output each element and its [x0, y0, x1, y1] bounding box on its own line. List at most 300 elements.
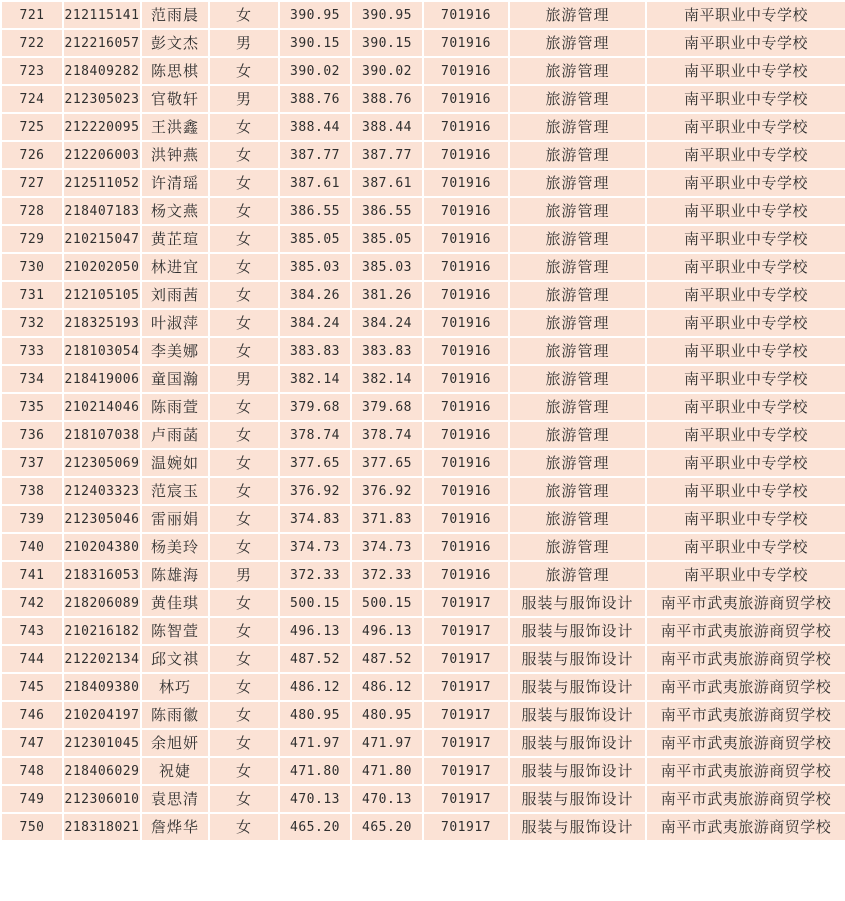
cell-student-name: 雷丽娟: [141, 505, 209, 533]
cell-gender: 女: [209, 197, 279, 225]
cell-major: 旅游管理: [509, 477, 646, 505]
cell-row-number: 750: [1, 813, 63, 841]
cell-student-name: 余旭妍: [141, 729, 209, 757]
cell-school-code: 701917: [423, 701, 509, 729]
cell-gender: 女: [209, 701, 279, 729]
cell-school-name: 南平职业中专学校: [646, 113, 845, 141]
cell-school-name: 南平市武夷旅游商贸学校: [646, 785, 845, 813]
cell-row-number: 738: [1, 477, 63, 505]
cell-major: 服装与服饰设计: [509, 757, 646, 785]
cell-student-name: 卢雨菡: [141, 421, 209, 449]
cell-score-1: 496.13: [279, 617, 351, 645]
cell-score-1: 384.26: [279, 281, 351, 309]
cell-school-name: 南平职业中专学校: [646, 337, 845, 365]
cell-score-1: 486.12: [279, 673, 351, 701]
cell-row-number: 741: [1, 561, 63, 589]
table-row: [1, 225, 845, 253]
table-row: [1, 113, 845, 141]
cell-score-1: 390.15: [279, 29, 351, 57]
cell-row-number: 747: [1, 729, 63, 757]
cell-major: 服装与服饰设计: [509, 729, 646, 757]
table-row: [1, 421, 845, 449]
cell-school-name: 南平职业中专学校: [646, 141, 845, 169]
cell-score-2: 487.52: [351, 645, 423, 673]
cell-row-number: 743: [1, 617, 63, 645]
table-row: [1, 757, 845, 785]
table-row: [1, 309, 845, 337]
cell-exam-id: 210214046: [63, 393, 141, 421]
cell-school-name: 南平职业中专学校: [646, 253, 845, 281]
cell-school-code: 701916: [423, 309, 509, 337]
cell-student-name: 王洪鑫: [141, 113, 209, 141]
cell-exam-id: 212202134: [63, 645, 141, 673]
table-row: [1, 477, 845, 505]
cell-major: 旅游管理: [509, 1, 646, 29]
cell-gender: 女: [209, 337, 279, 365]
cell-student-name: 杨文燕: [141, 197, 209, 225]
cell-major: 旅游管理: [509, 225, 646, 253]
cell-exam-id: 210216182: [63, 617, 141, 645]
cell-score-2: 390.02: [351, 57, 423, 85]
cell-gender: 女: [209, 253, 279, 281]
cell-exam-id: 218419006: [63, 365, 141, 393]
cell-score-2: 390.95: [351, 1, 423, 29]
cell-major: 旅游管理: [509, 197, 646, 225]
cell-student-name: 陈智萱: [141, 617, 209, 645]
cell-gender: 男: [209, 29, 279, 57]
cell-row-number: 722: [1, 29, 63, 57]
cell-gender: 女: [209, 533, 279, 561]
table-row: [1, 645, 845, 673]
cell-score-1: 374.83: [279, 505, 351, 533]
table-row: [1, 729, 845, 757]
cell-school-name: 南平市武夷旅游商贸学校: [646, 589, 845, 617]
cell-exam-id: 212301045: [63, 729, 141, 757]
cell-school-name: 南平职业中专学校: [646, 29, 845, 57]
cell-major: 服装与服饰设计: [509, 617, 646, 645]
table-row: [1, 701, 845, 729]
cell-row-number: 728: [1, 197, 63, 225]
cell-school-code: 701916: [423, 561, 509, 589]
cell-row-number: 731: [1, 281, 63, 309]
cell-exam-id: 218316053: [63, 561, 141, 589]
cell-score-1: 379.68: [279, 393, 351, 421]
cell-school-code: 701917: [423, 757, 509, 785]
cell-score-1: 385.03: [279, 253, 351, 281]
cell-gender: 女: [209, 673, 279, 701]
cell-major: 旅游管理: [509, 421, 646, 449]
cell-row-number: 734: [1, 365, 63, 393]
cell-school-code: 701916: [423, 29, 509, 57]
cell-gender: 女: [209, 589, 279, 617]
cell-score-2: 385.03: [351, 253, 423, 281]
cell-gender: 女: [209, 141, 279, 169]
cell-school-name: 南平职业中专学校: [646, 197, 845, 225]
cell-school-name: 南平市武夷旅游商贸学校: [646, 673, 845, 701]
cell-score-2: 386.55: [351, 197, 423, 225]
cell-score-1: 384.24: [279, 309, 351, 337]
cell-exam-id: 212403323: [63, 477, 141, 505]
cell-row-number: 721: [1, 1, 63, 29]
cell-score-2: 387.61: [351, 169, 423, 197]
cell-score-2: 465.20: [351, 813, 423, 841]
cell-exam-id: 212216057: [63, 29, 141, 57]
cell-school-name: 南平职业中专学校: [646, 365, 845, 393]
cell-major: 服装与服饰设计: [509, 673, 646, 701]
table-row: [1, 673, 845, 701]
cell-score-2: 378.74: [351, 421, 423, 449]
cell-school-name: 南平职业中专学校: [646, 169, 845, 197]
cell-school-code: 701916: [423, 505, 509, 533]
table-row: [1, 337, 845, 365]
cell-exam-id: 212305069: [63, 449, 141, 477]
cell-school-name: 南平职业中专学校: [646, 505, 845, 533]
cell-student-name: 童国瀚: [141, 365, 209, 393]
cell-major: 旅游管理: [509, 253, 646, 281]
cell-score-1: 382.14: [279, 365, 351, 393]
cell-student-name: 官敬轩: [141, 85, 209, 113]
cell-student-name: 林巧: [141, 673, 209, 701]
cell-student-name: 温婉如: [141, 449, 209, 477]
cell-row-number: 732: [1, 309, 63, 337]
cell-major: 旅游管理: [509, 85, 646, 113]
cell-score-1: 372.33: [279, 561, 351, 589]
cell-score-1: 385.05: [279, 225, 351, 253]
cell-score-2: 371.83: [351, 505, 423, 533]
table-row: [1, 141, 845, 169]
table-row: [1, 169, 845, 197]
cell-row-number: 723: [1, 57, 63, 85]
cell-gender: 女: [209, 225, 279, 253]
cell-score-1: 378.74: [279, 421, 351, 449]
cell-student-name: 陈雄海: [141, 561, 209, 589]
cell-major: 旅游管理: [509, 281, 646, 309]
cell-score-2: 471.80: [351, 757, 423, 785]
cell-school-code: 701916: [423, 169, 509, 197]
cell-score-2: 500.15: [351, 589, 423, 617]
cell-major: 旅游管理: [509, 141, 646, 169]
cell-exam-id: 212206003: [63, 141, 141, 169]
cell-major: 旅游管理: [509, 57, 646, 85]
cell-row-number: 733: [1, 337, 63, 365]
cell-exam-id: 218206089: [63, 589, 141, 617]
table-row: [1, 1, 845, 29]
cell-score-2: 376.92: [351, 477, 423, 505]
table-row: [1, 533, 845, 561]
cell-major: 旅游管理: [509, 169, 646, 197]
cell-school-name: 南平市武夷旅游商贸学校: [646, 813, 845, 841]
cell-score-2: 374.73: [351, 533, 423, 561]
cell-student-name: 祝婕: [141, 757, 209, 785]
cell-school-code: 701916: [423, 197, 509, 225]
cell-school-code: 701917: [423, 785, 509, 813]
cell-school-name: 南平市武夷旅游商贸学校: [646, 617, 845, 645]
table-body: [1, 1, 845, 841]
cell-school-code: 701916: [423, 225, 509, 253]
cell-row-number: 740: [1, 533, 63, 561]
cell-score-1: 387.77: [279, 141, 351, 169]
cell-gender: 女: [209, 449, 279, 477]
cell-score-2: 381.26: [351, 281, 423, 309]
cell-score-1: 376.92: [279, 477, 351, 505]
cell-school-name: 南平职业中专学校: [646, 1, 845, 29]
cell-row-number: 749: [1, 785, 63, 813]
cell-score-1: 374.73: [279, 533, 351, 561]
cell-school-code: 701917: [423, 617, 509, 645]
cell-score-1: 487.52: [279, 645, 351, 673]
cell-major: 旅游管理: [509, 337, 646, 365]
cell-school-name: 南平职业中专学校: [646, 57, 845, 85]
cell-school-code: 701917: [423, 729, 509, 757]
cell-gender: 女: [209, 813, 279, 841]
cell-gender: 女: [209, 757, 279, 785]
cell-school-name: 南平职业中专学校: [646, 533, 845, 561]
cell-row-number: 736: [1, 421, 63, 449]
cell-school-code: 701917: [423, 813, 509, 841]
cell-score-2: 377.65: [351, 449, 423, 477]
cell-row-number: 735: [1, 393, 63, 421]
cell-school-code: 701917: [423, 673, 509, 701]
cell-row-number: 737: [1, 449, 63, 477]
cell-score-2: 470.13: [351, 785, 423, 813]
cell-student-name: 李美娜: [141, 337, 209, 365]
cell-row-number: 729: [1, 225, 63, 253]
cell-student-name: 陈雨徽: [141, 701, 209, 729]
cell-gender: 女: [209, 729, 279, 757]
cell-row-number: 727: [1, 169, 63, 197]
cell-row-number: 746: [1, 701, 63, 729]
cell-student-name: 袁思清: [141, 785, 209, 813]
cell-school-name: 南平市武夷旅游商贸学校: [646, 729, 845, 757]
cell-score-1: 386.55: [279, 197, 351, 225]
cell-score-1: 390.95: [279, 1, 351, 29]
cell-exam-id: 218107038: [63, 421, 141, 449]
cell-student-name: 杨美玲: [141, 533, 209, 561]
cell-row-number: 739: [1, 505, 63, 533]
cell-student-name: 许清瑶: [141, 169, 209, 197]
cell-school-name: 南平职业中专学校: [646, 225, 845, 253]
cell-exam-id: 210215047: [63, 225, 141, 253]
cell-school-code: 701916: [423, 365, 509, 393]
cell-exam-id: 212105105: [63, 281, 141, 309]
cell-gender: 女: [209, 281, 279, 309]
cell-major: 服装与服饰设计: [509, 645, 646, 673]
cell-score-2: 384.24: [351, 309, 423, 337]
table-row: [1, 393, 845, 421]
cell-row-number: 726: [1, 141, 63, 169]
cell-school-code: 701916: [423, 533, 509, 561]
cell-score-1: 465.20: [279, 813, 351, 841]
cell-exam-id: 218318021: [63, 813, 141, 841]
cell-major: 旅游管理: [509, 533, 646, 561]
cell-school-code: 701916: [423, 449, 509, 477]
cell-school-name: 南平职业中专学校: [646, 477, 845, 505]
table-row: [1, 85, 845, 113]
cell-score-1: 388.44: [279, 113, 351, 141]
cell-row-number: 725: [1, 113, 63, 141]
cell-row-number: 724: [1, 85, 63, 113]
cell-major: 旅游管理: [509, 29, 646, 57]
cell-gender: 女: [209, 645, 279, 673]
cell-score-2: 480.95: [351, 701, 423, 729]
cell-school-name: 南平职业中专学校: [646, 85, 845, 113]
cell-major: 旅游管理: [509, 449, 646, 477]
table-row: [1, 449, 845, 477]
cell-major: 旅游管理: [509, 309, 646, 337]
table-row: [1, 785, 845, 813]
cell-school-name: 南平职业中专学校: [646, 281, 845, 309]
cell-major: 旅游管理: [509, 505, 646, 533]
cell-school-code: 701916: [423, 57, 509, 85]
cell-exam-id: 212305023: [63, 85, 141, 113]
cell-school-name: 南平市武夷旅游商贸学校: [646, 701, 845, 729]
cell-student-name: 陈思棋: [141, 57, 209, 85]
cell-student-name: 洪钟燕: [141, 141, 209, 169]
table-row: [1, 281, 845, 309]
cell-school-code: 701916: [423, 337, 509, 365]
cell-row-number: 742: [1, 589, 63, 617]
cell-student-name: 范宸玉: [141, 477, 209, 505]
cell-student-name: 林进宜: [141, 253, 209, 281]
cell-row-number: 730: [1, 253, 63, 281]
cell-school-name: 南平职业中专学校: [646, 309, 845, 337]
table-row: [1, 57, 845, 85]
cell-gender: 男: [209, 85, 279, 113]
cell-exam-id: 212511052: [63, 169, 141, 197]
cell-gender: 女: [209, 393, 279, 421]
cell-major: 旅游管理: [509, 365, 646, 393]
cell-gender: 女: [209, 113, 279, 141]
cell-student-name: 范雨晨: [141, 1, 209, 29]
cell-school-code: 701917: [423, 589, 509, 617]
cell-exam-id: 212306010: [63, 785, 141, 813]
cell-exam-id: 218409380: [63, 673, 141, 701]
cell-school-code: 701916: [423, 421, 509, 449]
cell-gender: 男: [209, 365, 279, 393]
cell-gender: 女: [209, 421, 279, 449]
cell-school-code: 701916: [423, 141, 509, 169]
table-row: [1, 253, 845, 281]
cell-gender: 女: [209, 309, 279, 337]
cell-student-name: 黄佳琪: [141, 589, 209, 617]
cell-student-name: 彭文杰: [141, 29, 209, 57]
table-row: [1, 589, 845, 617]
cell-exam-id: 210204380: [63, 533, 141, 561]
cell-exam-id: 210202050: [63, 253, 141, 281]
cell-school-name: 南平市武夷旅游商贸学校: [646, 645, 845, 673]
cell-score-1: 471.80: [279, 757, 351, 785]
cell-score-2: 471.97: [351, 729, 423, 757]
cell-major: 服装与服饰设计: [509, 701, 646, 729]
cell-school-code: 701916: [423, 113, 509, 141]
cell-major: 旅游管理: [509, 113, 646, 141]
cell-school-code: 701916: [423, 85, 509, 113]
table-row: [1, 561, 845, 589]
cell-gender: 男: [209, 561, 279, 589]
cell-row-number: 744: [1, 645, 63, 673]
table-row: [1, 617, 845, 645]
cell-student-name: 刘雨茜: [141, 281, 209, 309]
cell-gender: 女: [209, 57, 279, 85]
cell-student-name: 邱文祺: [141, 645, 209, 673]
cell-score-1: 470.13: [279, 785, 351, 813]
table-row: [1, 29, 845, 57]
cell-score-2: 372.33: [351, 561, 423, 589]
cell-student-name: 叶淑萍: [141, 309, 209, 337]
cell-student-name: 陈雨萱: [141, 393, 209, 421]
cell-score-2: 388.76: [351, 85, 423, 113]
cell-school-name: 南平职业中专学校: [646, 561, 845, 589]
cell-school-code: 701916: [423, 253, 509, 281]
cell-gender: 女: [209, 617, 279, 645]
cell-score-1: 383.83: [279, 337, 351, 365]
cell-school-code: 701916: [423, 393, 509, 421]
cell-school-code: 701916: [423, 281, 509, 309]
cell-score-1: 480.95: [279, 701, 351, 729]
cell-exam-id: 210204197: [63, 701, 141, 729]
cell-gender: 女: [209, 477, 279, 505]
cell-score-2: 390.15: [351, 29, 423, 57]
cell-score-2: 385.05: [351, 225, 423, 253]
cell-score-1: 387.61: [279, 169, 351, 197]
cell-major: 旅游管理: [509, 561, 646, 589]
cell-score-2: 387.77: [351, 141, 423, 169]
cell-student-name: 詹烨华: [141, 813, 209, 841]
cell-major: 旅游管理: [509, 393, 646, 421]
cell-exam-id: 218325193: [63, 309, 141, 337]
cell-major: 服装与服饰设计: [509, 589, 646, 617]
cell-score-1: 390.02: [279, 57, 351, 85]
cell-school-name: 南平市武夷旅游商贸学校: [646, 757, 845, 785]
cell-major: 服装与服饰设计: [509, 813, 646, 841]
cell-exam-id: 218407183: [63, 197, 141, 225]
cell-score-2: 379.68: [351, 393, 423, 421]
table-row: [1, 813, 845, 841]
table-row: [1, 365, 845, 393]
cell-score-2: 382.14: [351, 365, 423, 393]
cell-score-1: 500.15: [279, 589, 351, 617]
cell-score-2: 486.12: [351, 673, 423, 701]
cell-school-code: 701916: [423, 1, 509, 29]
cell-exam-id: 212220095: [63, 113, 141, 141]
cell-score-2: 388.44: [351, 113, 423, 141]
cell-score-1: 388.76: [279, 85, 351, 113]
table-row: [1, 505, 845, 533]
cell-exam-id: 218103054: [63, 337, 141, 365]
cell-gender: 女: [209, 785, 279, 813]
cell-gender: 女: [209, 505, 279, 533]
cell-row-number: 745: [1, 673, 63, 701]
cell-school-name: 南平职业中专学校: [646, 393, 845, 421]
cell-gender: 女: [209, 169, 279, 197]
cell-gender: 女: [209, 1, 279, 29]
cell-school-name: 南平职业中专学校: [646, 421, 845, 449]
cell-exam-id: 212305046: [63, 505, 141, 533]
cell-student-name: 黄芷瑄: [141, 225, 209, 253]
cell-exam-id: 218409282: [63, 57, 141, 85]
table-row: [1, 197, 845, 225]
cell-school-name: 南平职业中专学校: [646, 449, 845, 477]
cell-exam-id: 218406029: [63, 757, 141, 785]
cell-exam-id: 212115141: [63, 1, 141, 29]
cell-school-code: 701916: [423, 477, 509, 505]
cell-score-2: 496.13: [351, 617, 423, 645]
cell-score-1: 471.97: [279, 729, 351, 757]
cell-score-2: 383.83: [351, 337, 423, 365]
cell-row-number: 748: [1, 757, 63, 785]
cell-major: 服装与服饰设计: [509, 785, 646, 813]
cell-school-code: 701917: [423, 645, 509, 673]
